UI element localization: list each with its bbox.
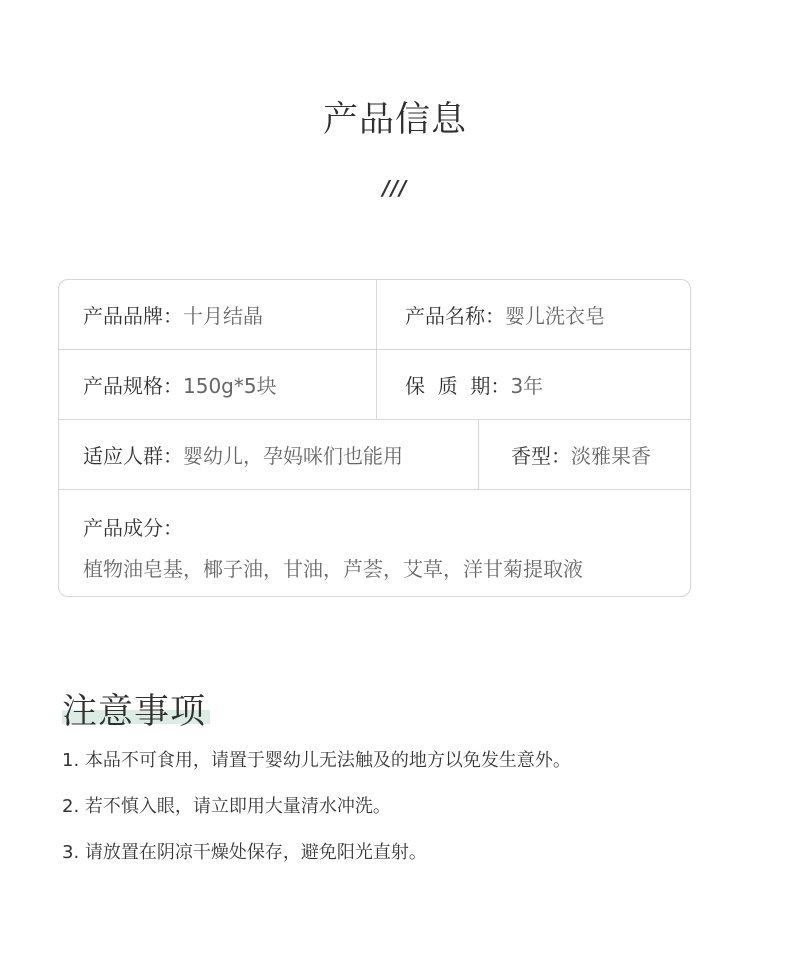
notes-heading: 注意事项 bbox=[62, 692, 207, 732]
shelf-life-label: 保 质 期： bbox=[405, 374, 511, 398]
shelf-life-cell bbox=[377, 350, 691, 419]
brand-value: 十月结晶 bbox=[183, 304, 263, 328]
name-value: 婴儿洗衣皂 bbox=[505, 304, 605, 328]
shelf-life-value: 3年 bbox=[510, 374, 544, 398]
name-cell bbox=[377, 280, 691, 349]
scent-label: 香型： bbox=[511, 444, 571, 468]
table-row bbox=[59, 280, 690, 350]
users-cell bbox=[59, 420, 479, 489]
name-label: 产品名称： bbox=[405, 304, 505, 328]
notes-list bbox=[62, 748, 571, 886]
ingredients-label: 产品成分： bbox=[83, 516, 183, 540]
table-row bbox=[59, 490, 690, 597]
spec-value: 150g*5块 bbox=[183, 374, 277, 398]
users-value: 婴幼儿，孕妈咪们也能用 bbox=[183, 444, 403, 468]
brand-label: 产品品牌： bbox=[83, 304, 183, 328]
table-row bbox=[59, 350, 690, 420]
table-row bbox=[59, 420, 690, 490]
list-item: 2. 若不慎入眼，请立即用大量清水冲洗。 bbox=[62, 796, 391, 817]
ingredients-value: 植物油皂基，椰子油，甘油，芦荟，艾草，洋甘菊提取液 bbox=[83, 557, 583, 581]
ingredients-cell bbox=[83, 512, 583, 582]
list-item: 1. 本品不可食用，请置于婴幼儿无法触及的地方以免发生意外。 bbox=[62, 750, 571, 771]
title-divider: /// bbox=[382, 176, 408, 200]
product-info-table bbox=[58, 279, 691, 597]
scent-value: 淡雅果香 bbox=[571, 444, 651, 468]
list-item: 3. 请放置在阴凉干燥处保存，避免阳光直射。 bbox=[62, 842, 427, 863]
spec-cell bbox=[59, 350, 377, 419]
spec-label: 产品规格： bbox=[83, 374, 183, 398]
page-title: 产品信息 bbox=[322, 100, 467, 140]
scent-cell bbox=[479, 420, 691, 489]
users-label: 适应人群： bbox=[83, 444, 183, 468]
notes-heading-wrap bbox=[62, 684, 206, 734]
brand-cell bbox=[59, 280, 377, 349]
